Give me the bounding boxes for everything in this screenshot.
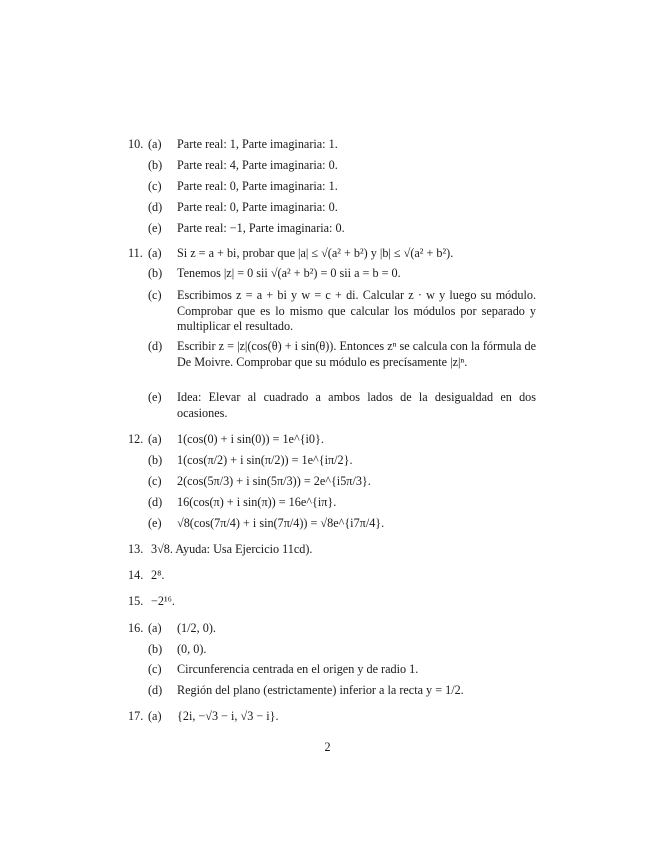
item-text: Escribir z = |z|(cos(θ) + i sin(θ)). Entonces zⁿ se calcula con la fórmula de De Moivre. Comprobar que su módulo es precísamente |z|ⁿ. bbox=[177, 339, 536, 369]
item-label: (b) bbox=[148, 158, 163, 172]
item-text: Idea: Elevar al cuadrado a ambos lados de la desigualdad en dos ocasiones. bbox=[177, 390, 536, 420]
item-text: Parte real: 0, Parte imaginaria: 0. bbox=[177, 200, 338, 214]
item-label: (c) bbox=[148, 288, 162, 302]
item-text: Parte real: 1, Parte imaginaria: 1. bbox=[177, 137, 338, 151]
item-label: (e) bbox=[148, 390, 162, 404]
item-label: (b) bbox=[148, 642, 163, 656]
item-label: (a) bbox=[148, 621, 162, 635]
question-number: 10. bbox=[128, 137, 144, 151]
item-text: 16(cos(π) + i sin(π)) = 16e^{iπ}. bbox=[177, 495, 337, 509]
item-text: (0, 0). bbox=[177, 642, 207, 656]
question-number: 14. bbox=[128, 568, 144, 582]
item-label: (d) bbox=[148, 683, 163, 697]
question-number: 16. bbox=[128, 621, 144, 635]
item-text: (1/2, 0). bbox=[177, 621, 216, 635]
item-text: {2i, −√3 − i, √3 − i}. bbox=[177, 709, 279, 723]
item-text: Parte real: 0, Parte imaginaria: 1. bbox=[177, 179, 338, 193]
answer-text: 2⁸. bbox=[151, 568, 165, 582]
item-label: (d) bbox=[148, 339, 163, 353]
item-label: (d) bbox=[148, 200, 163, 214]
item-label: (e) bbox=[148, 516, 162, 530]
question-number: 12. bbox=[128, 432, 144, 446]
item-text: Tenemos |z| = 0 sii √(a² + b²) = 0 sii a = b = 0. bbox=[177, 266, 401, 280]
item-label: (a) bbox=[148, 432, 162, 446]
question-number: 17. bbox=[128, 709, 144, 723]
question-number: 13. bbox=[128, 542, 144, 556]
item-text: Parte real: −1, Parte imaginaria: 0. bbox=[177, 221, 345, 235]
item-label: (a) bbox=[148, 137, 162, 151]
page-number: 2 bbox=[324, 740, 331, 754]
item-text: Región del plano (estrictamente) inferior a la recta y = 1/2. bbox=[177, 683, 464, 697]
item-text: Si z = a + bi, probar que |a| ≤ √(a² + b²) y |b| ≤ √(a² + b²). bbox=[177, 246, 454, 260]
item-label: (d) bbox=[148, 495, 163, 509]
item-text: Escribimos z = a + bi y w = c + di. Calcular z · w y luego su módulo. Comprobar que es lo mismo que calcular los módulos por separado y multiplicar el resultado. bbox=[177, 288, 536, 333]
item-label: (a) bbox=[148, 709, 162, 723]
item-label: (b) bbox=[148, 453, 163, 467]
question-number: 11. bbox=[128, 246, 143, 260]
item-text: Circunferencia centrada en el origen y de radio 1. bbox=[177, 662, 419, 676]
item-label: (b) bbox=[148, 266, 163, 280]
item-text: 1(cos(π/2) + i sin(π/2)) = 1e^{iπ/2}. bbox=[177, 453, 353, 467]
item-text: √8(cos(7π/4) + i sin(7π/4)) = √8e^{i7π/4}. bbox=[177, 516, 385, 530]
answer-text: 3√8. Ayuda: Usa Ejercicio 11cd). bbox=[151, 542, 313, 556]
question-number: 15. bbox=[128, 594, 144, 608]
item-text: 1(cos(0) + i sin(0)) = 1e^{i0}. bbox=[177, 432, 324, 446]
item-label: (c) bbox=[148, 179, 162, 193]
item-label: (e) bbox=[148, 221, 162, 235]
item-label: (c) bbox=[148, 474, 162, 488]
item-label: (a) bbox=[148, 246, 162, 260]
item-text: Parte real: 4, Parte imaginaria: 0. bbox=[177, 158, 338, 172]
item-text: 2(cos(5π/3) + i sin(5π/3)) = 2e^{i5π/3}. bbox=[177, 474, 371, 488]
answer-text: −2¹⁶. bbox=[151, 594, 175, 608]
item-label: (c) bbox=[148, 662, 162, 676]
